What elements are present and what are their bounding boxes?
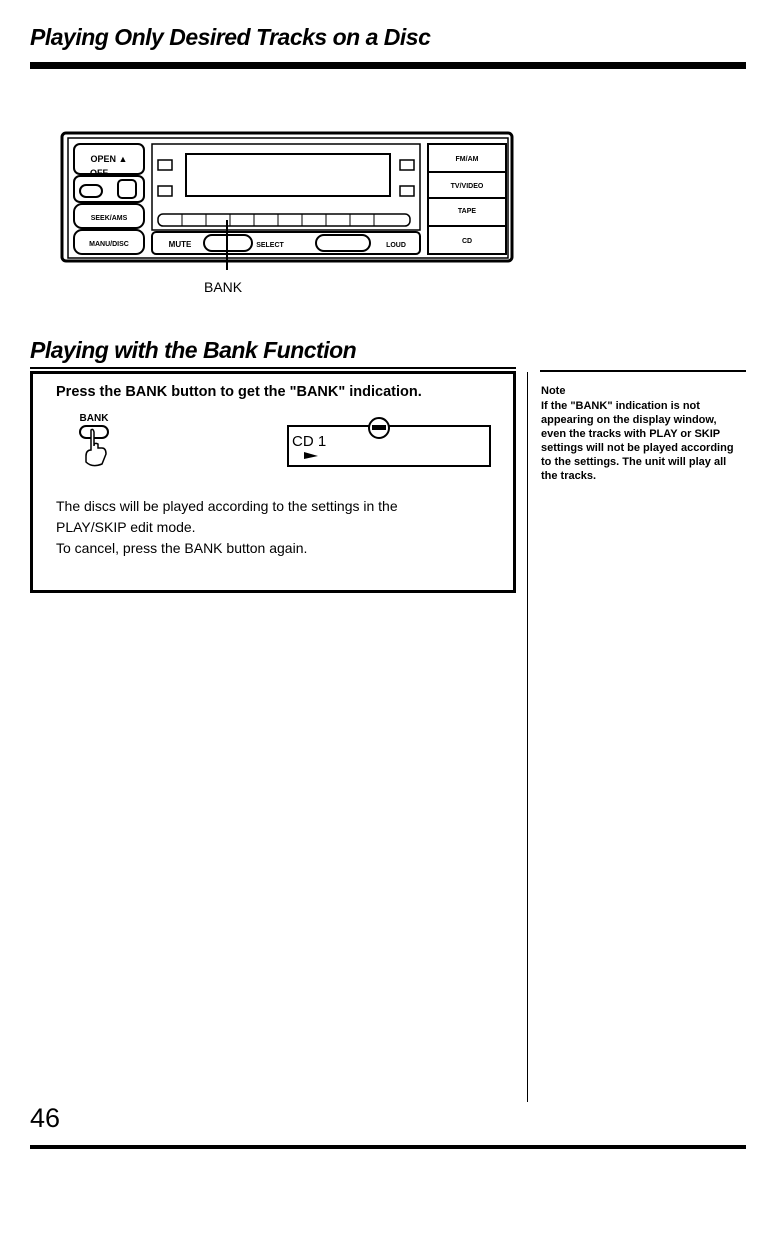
- car-stereo-illustration: [60, 130, 520, 270]
- instruction-text: Press the BANK button to get the "BANK" indication.: [56, 384, 422, 400]
- off-button-label: OFF: [90, 168, 108, 178]
- footer-rule: [30, 1145, 746, 1149]
- body-line: PLAY/SKIP edit mode.: [56, 519, 196, 535]
- fmam-button-label: FM/AM: [455, 156, 479, 163]
- pointing-hand-icon: [86, 429, 106, 465]
- seek-button-label: SEEK/AMS: [90, 215, 128, 222]
- loud-button-label: LOUD: [386, 242, 406, 249]
- bank-callout-label: BANK: [204, 279, 243, 295]
- note-heading: Note: [541, 385, 566, 397]
- bank-button-label: BANK: [79, 413, 109, 424]
- select-button-label: SELECT: [256, 242, 284, 249]
- note-rule: [540, 370, 746, 372]
- page-number: 46: [30, 1103, 61, 1133]
- header-rule: [30, 62, 746, 69]
- mute-button-label: MUTE: [168, 240, 192, 249]
- instruction-body: [56, 496, 496, 559]
- section-title: Playing with the Bank Function: [30, 337, 357, 363]
- bank-button-illustration: [76, 410, 136, 470]
- tvvideo-button-label: TV/VIDEO: [450, 183, 484, 190]
- display-readout: CD 1: [292, 433, 327, 450]
- open-button-label: OPEN ▲: [90, 154, 128, 164]
- manu-button-label: MANU/DISC: [89, 241, 129, 248]
- display-window-illustration: [284, 412, 494, 468]
- cd-button-label: CD: [461, 238, 473, 245]
- section-rule: [30, 367, 516, 369]
- column-divider: [527, 372, 528, 1102]
- body-line: The discs will be played according to the settings in the: [56, 498, 398, 514]
- page-header-title: Playing Only Desired Tracks on a Disc: [30, 24, 431, 50]
- instruction-box: [30, 371, 516, 593]
- note-body: If the "BANK" indication is not appearing on the display window, even the tracks with PLAY or SKIP settings will not be played according to the settings. The unit will play all the tracks.: [541, 400, 734, 482]
- body-line: To cancel, press the BANK button again.: [56, 540, 308, 556]
- play-indicator-icon: [304, 452, 318, 459]
- tape-button-label: TAPE: [457, 208, 477, 215]
